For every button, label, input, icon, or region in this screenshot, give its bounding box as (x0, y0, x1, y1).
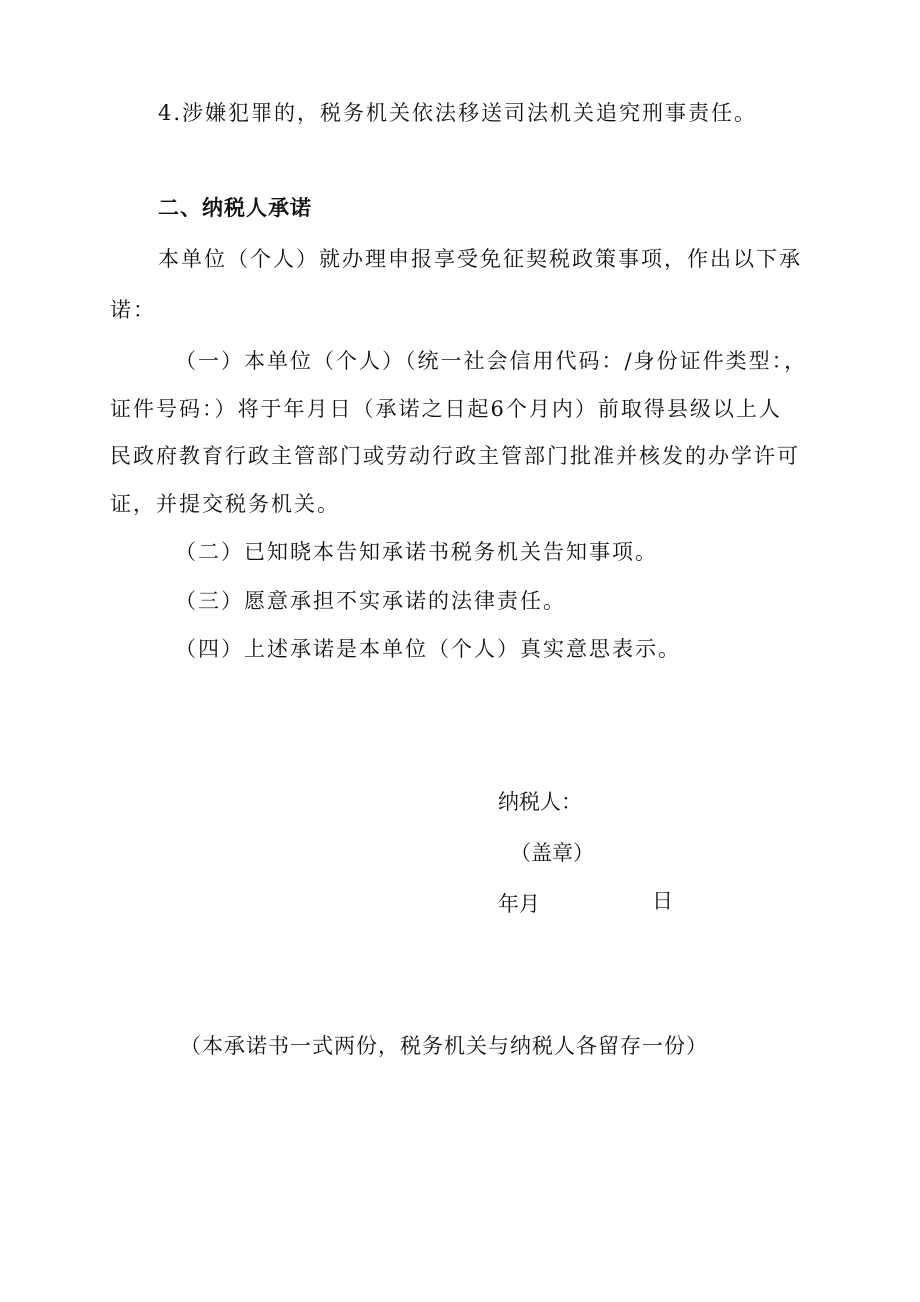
intro-paragraph-line-2: 诺： (110, 298, 156, 322)
intro-paragraph-line-1: 本单位（个人）就办理申报享受免征契税政策事项，作出以下承 (158, 247, 802, 271)
footer-note: （本承诺书一式两份，税务机关与纳税人各留存一份） (180, 1034, 708, 1058)
date-year-month: 年月 (498, 892, 540, 916)
seal-label: （盖章） (510, 841, 594, 865)
promise-4: （四）上述承诺是本单位（个人）真实意思表示。 (175, 637, 681, 661)
promise-2: （二）已知晓本告知承诺书税务机关告知事项。 (175, 540, 658, 564)
date-day: 日 (652, 889, 673, 913)
promise-1-line-4: 证，并提交税务机关。 (110, 492, 340, 516)
taxpayer-label: 纳税人： (498, 790, 582, 814)
section-2-heading: 二、纳税人承诺 (158, 196, 312, 220)
promise-1-line-3: 民政府教育行政主管部门或劳动行政主管部门批准并核发的办学许可 (110, 444, 800, 468)
promise-1-line-2: 证件号码：）将于年月日（承诺之日起6个月内）前取得县级以上人 (110, 397, 782, 421)
promise-3: （三）愿意承担不实承诺的法律责任。 (175, 589, 566, 613)
promise-1-line-1: （一）本单位（个人）（统一社会信用代码：/身份证件类型：， (175, 349, 808, 373)
item-4-text: 4.涉嫌犯罪的，税务机关依法移送司法机关追究刑事责任。 (158, 101, 758, 125)
